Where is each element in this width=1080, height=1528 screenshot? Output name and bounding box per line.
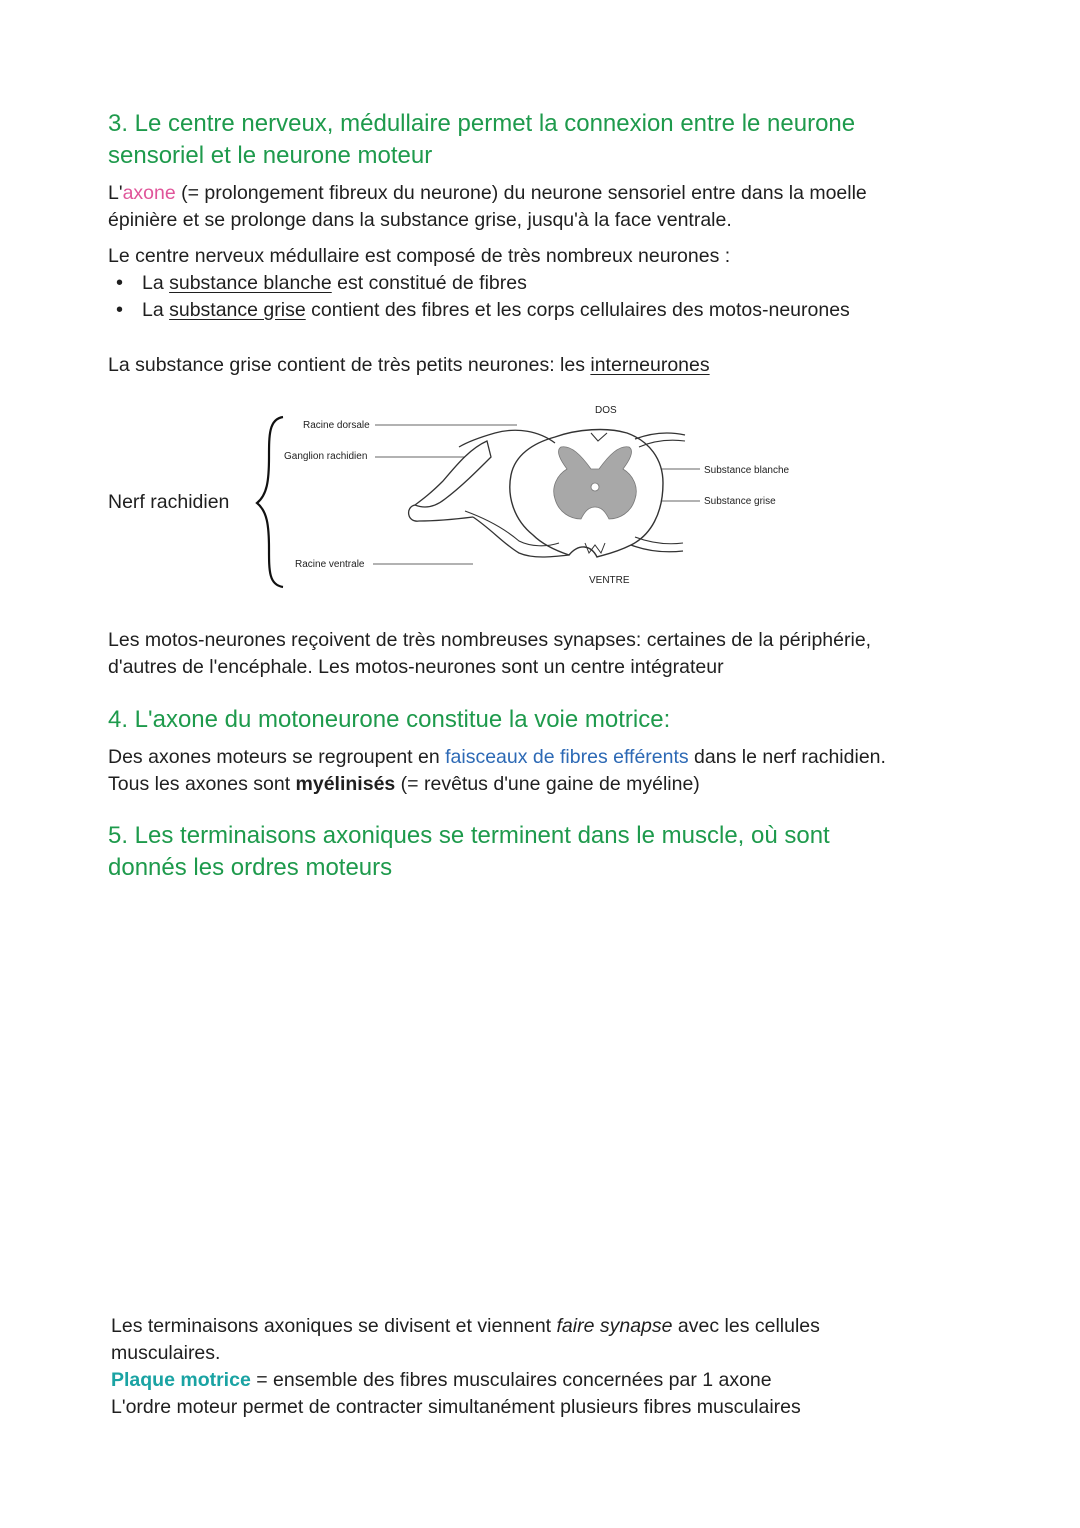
- section4-line1-end: dans le nerf rachidien.: [688, 746, 886, 768]
- section5-heading-line1: 5. Les terminaisons axoniques se terminent dans le muscle, où sont: [108, 822, 830, 849]
- plaque-motrice-definition: = ensemble des fibres musculaires concernées par 1 axone: [250, 1369, 772, 1391]
- axone-paragraph-line2: épinière et se prolonge dans la substance grise, jusqu'à la face ventrale.: [108, 209, 732, 231]
- substance-list: [108, 270, 1008, 324]
- section4-line2-end: (= revêtus d'une gaine de myéline): [395, 773, 700, 795]
- section3-heading-line1: 3. Le centre nerveux, médullaire permet la connexion entre le neurone: [108, 110, 856, 137]
- section5-heading: [108, 820, 1008, 884]
- motos-neurones-line1: Les motos-neurones reçoivent de très nombreuses synapses: certaines de la périphérie,: [108, 629, 872, 651]
- interneurones-text: La substance grise contient de très petits neurones: les: [108, 354, 591, 376]
- section4-line2: Tous les axones sont: [108, 773, 296, 795]
- list-item: [108, 297, 1008, 324]
- ventral-root-right: [631, 545, 683, 552]
- ventre-label: VENTRE: [589, 575, 630, 586]
- section3-heading: [108, 108, 1008, 172]
- interneurones-paragraph: [108, 352, 1008, 379]
- ganglion-left: [415, 441, 491, 507]
- dos-label: DOS: [595, 405, 617, 416]
- motos-neurones-line2: d'autres de l'encéphale. Les motos-neurones sont un centre intégrateur: [108, 656, 724, 678]
- myelinises-term: myélinisés: [295, 773, 396, 795]
- bottom-line2: musculaires.: [111, 1342, 221, 1364]
- motos-neurones-paragraph: [108, 627, 1008, 681]
- central-canal: [591, 483, 599, 491]
- bottom-line4: L'ordre moteur permet de contracter simultanément plusieurs fibres musculaires: [111, 1396, 801, 1418]
- substance-blanche-term: substance blanche: [169, 272, 332, 294]
- nerf-rachidien-label: Nerf rachidien: [108, 491, 230, 513]
- section4-paragraph: [108, 744, 1008, 798]
- list-item: [108, 270, 1008, 297]
- substance-grise-term: substance grise: [169, 299, 306, 321]
- substance-grise-label: Substance grise: [704, 496, 776, 507]
- bullet-prefix: La: [142, 272, 170, 294]
- faisceaux-term: faisceaux de fibres efférents: [445, 746, 689, 768]
- section3-heading-line2: sensoriel et le neurone moteur: [108, 142, 433, 169]
- interneurones-term: interneurones: [590, 354, 710, 376]
- bullet-text: est constitué de fibres: [331, 272, 527, 294]
- axone-paragraph-prefix: L': [108, 182, 123, 204]
- section5-heading-line2: donnés les ordres moteurs: [108, 854, 393, 881]
- axone-term: axone: [122, 182, 176, 204]
- bullet-prefix: La: [142, 299, 170, 321]
- bottom-paragraph: [111, 1313, 1011, 1421]
- axone-paragraph: [108, 180, 1008, 234]
- bottom-line1: Les terminaisons axoniques se divisent et viennent: [111, 1315, 557, 1337]
- substance-blanche-label: Substance blanche: [704, 465, 790, 476]
- section4-heading: 4. L'axone du motoneurone constitue la voie motrice:: [108, 706, 671, 733]
- centre-nerveux-intro: Le centre nerveux médullaire est composé de très nombreux neurones :: [108, 245, 731, 267]
- racine-dorsale-label: Racine dorsale: [303, 420, 370, 431]
- centre-nerveux-paragraph: [108, 243, 1008, 324]
- dorsal-root-right: [635, 433, 685, 439]
- ganglion-label: Ganglion rachidien: [284, 451, 368, 462]
- nerve-trunk: [409, 505, 473, 521]
- racine-ventrale-label: Racine ventrale: [295, 559, 365, 570]
- spinal-cord-diagram: [255, 395, 815, 595]
- section4-line1: Des axones moteurs se regroupent en: [108, 746, 446, 768]
- brace-icon: [257, 417, 283, 587]
- axone-paragraph-line1: (= prolongement fibreux du neurone) du neurone sensoriel entre dans la moelle: [175, 182, 867, 204]
- bottom-line1-end: avec les cellules: [672, 1315, 820, 1337]
- faire-synapse-term: faire synapse: [556, 1315, 673, 1337]
- bullet-text: contient des fibres et les corps cellulaires des motos-neurones: [305, 299, 850, 321]
- plaque-motrice-term: Plaque motrice: [111, 1369, 251, 1391]
